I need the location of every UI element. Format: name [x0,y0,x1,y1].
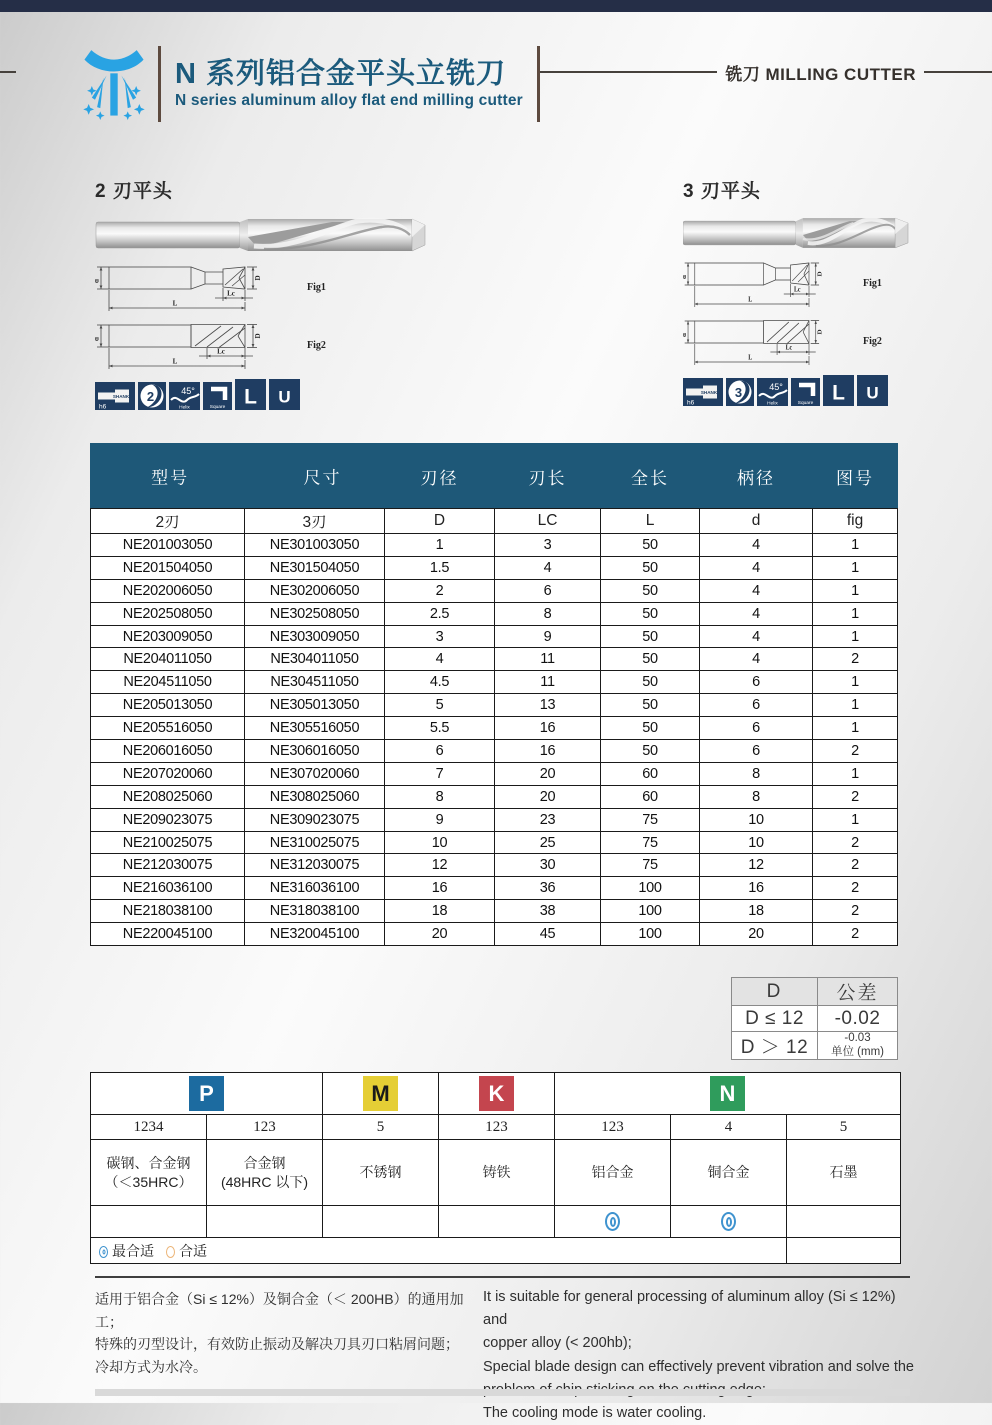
spec-cell: NE218038100 [91,900,245,923]
fig1-row [683,257,915,309]
material-name-cell: 合金钢 (48HRC 以下) [207,1140,323,1206]
spec-cell: 60 [601,785,700,808]
spec-cell: NE201504050 [91,556,245,579]
spec-cell: 8 [700,785,813,808]
helix-label: Helix [767,401,778,406]
endmill-drawing-fig1 [95,261,295,313]
spec-row [91,785,898,808]
spec-cell: 1 [813,556,898,579]
spec-cell: 6 [700,740,813,763]
spec-cell: 2 [813,648,898,671]
header-corner [540,62,992,82]
tolerance-col-label: 公差 [818,978,898,1006]
material-table [90,1072,901,1264]
spec-cell: NE205013050 [91,694,245,717]
spec-cell: 2 [813,854,898,877]
spec-cell: 7 [385,762,495,785]
spec-cell: 5.5 [385,717,495,740]
flute-count-icon [138,382,166,410]
helix-angle-badge [757,378,788,406]
spec-cell: 50 [601,740,700,763]
top-navy-bar [0,0,992,12]
material-rating-cell [439,1206,555,1238]
spec-cell: 75 [601,808,700,831]
spec-cell: NE303009050 [245,625,385,648]
page-title: N 系列铝合金平头立铣刀 [175,58,507,91]
spec-cell: 3 [385,625,495,648]
material-rating-cell [207,1206,323,1238]
material-rating-cell [323,1206,439,1238]
spec-row [91,579,898,602]
material-name-cell: 石墨 [787,1140,901,1206]
col-header-shank-dia: 柄径 [700,444,813,509]
spec-cell: 1 [813,579,898,602]
fig2-label: Fig2 [863,335,882,347]
spec-cell: NE304011050 [245,648,385,671]
material-name-cell: 不锈钢 [323,1140,439,1206]
tolerance-row [732,1006,898,1032]
tolerance-header-row [732,978,898,1006]
spec-cell: 25 [495,831,601,854]
footer-notes-zh: 适用于铝合金（Si ≤ 12%）及铜合金（＜ 200HB）的通用加工； 特殊的刃型设计，有效防止振动及解决刀具刃口粘屑问题； 冷却方式为水冷。 [95,1291,464,1376]
spec-row [91,923,898,946]
fit-legend-label: 合适 [179,1242,207,1259]
tolerance-value [818,1032,898,1060]
endmill-drawing-fig2 [683,315,851,367]
spec-cell: NE209023075 [91,808,245,831]
spec-cell: 75 [601,854,700,877]
spec-cell: NE202006050 [91,579,245,602]
square-end-badge [203,382,232,410]
legend-empty-cell [787,1238,901,1264]
subheader-L: L [601,509,700,534]
spec-cell: 20 [495,785,601,808]
spec-row [91,648,898,671]
spec-cell: 50 [601,625,700,648]
spec-row [91,717,898,740]
unit-note: 单位 (mm) [830,1045,884,1058]
shank-badge-label: SHANK [700,390,718,395]
endmill-photo-2flute [95,215,427,255]
endmill-photo-3flute [683,215,909,251]
spec-cell: NE306016050 [245,740,385,763]
iso-m-badge: M [363,1076,398,1111]
spec-row [91,740,898,763]
spec-cell: 9 [495,625,601,648]
spec-cell: 4 [700,602,813,625]
material-code-cell: 123 [439,1115,555,1140]
subheader-fig: fig [813,509,898,534]
spec-cell: 1 [813,808,898,831]
spec-row [91,762,898,785]
spec-row [91,831,898,854]
spec-cell: NE318038100 [245,900,385,923]
spec-cell: NE201003050 [91,534,245,557]
materials-row [91,1140,901,1206]
group-n-cell [555,1073,901,1115]
spec-cell: 1 [813,671,898,694]
spec-cell: 8 [700,762,813,785]
spec-cell: 6 [700,671,813,694]
footer-divider [95,1276,910,1278]
material-rating-cell [91,1206,207,1238]
fig1-row [95,261,440,313]
page-header [158,46,540,122]
spec-cell: 1 [813,762,898,785]
spec-cell: NE216036100 [91,877,245,900]
header-left-rule [0,71,16,73]
tolerance-value-text: -0.03 [844,1032,871,1045]
spec-cell: NE305013050 [245,694,385,717]
flute-count-label: 2 [146,389,155,404]
section-heading-2flute: 2 刃平头 [95,181,173,202]
legend-row [91,1238,901,1264]
section-3-flute [683,176,915,406]
spec-subheader-row [91,509,898,534]
spec-cell: 18 [385,900,495,923]
spec-cell: 1 [813,602,898,625]
shank-tolerance-label: h6 [687,399,695,406]
spec-cell: 4 [700,556,813,579]
spec-cell: 4 [700,534,813,557]
spec-cell: 12 [700,854,813,877]
fig2-row [683,315,915,367]
spec-cell: 4 [700,648,813,671]
spec-cell: 2.5 [385,602,495,625]
square-label: Square [209,405,226,410]
subheader-d: d [700,509,813,534]
spec-cell: 4.5 [385,671,495,694]
iso-k-badge: K [479,1076,514,1111]
fig1-label: Fig1 [307,281,326,293]
spec-cell: 10 [700,831,813,854]
model-header-label: 型号 [151,468,190,488]
rule-line [924,71,992,73]
spec-cell: 1.5 [385,556,495,579]
spec-cell: 60 [601,762,700,785]
spec-cell: 11 [495,648,601,671]
footer-notes-en: It is suitable for general processing of aluminum alloy (Si ≤ 12%) and copper alloy (< 200hb); Special blade design can effectively prevent vibration and solve the The cooling mode is water cooling. [483,1289,914,1421]
spec-row [91,625,898,648]
spec-cell: 8 [385,785,495,808]
spec-cell: 100 [601,923,700,946]
spec-cell: 10 [700,808,813,831]
u-glyph: U [866,383,879,403]
spec-cell: 2 [385,579,495,602]
spec-cell: 50 [601,579,700,602]
material-code-cell: 5 [323,1115,439,1140]
spec-cell: 50 [601,648,700,671]
feature-badges-3flute [683,375,915,406]
spec-cell: NE304511050 [245,671,385,694]
iso-n-badge: N [710,1076,745,1111]
spec-cell: 16 [495,740,601,763]
spec-cell: 50 [601,671,700,694]
spec-cell: 20 [385,923,495,946]
subheader-D: D [385,509,495,534]
u-series-icon [857,375,888,406]
material-code-cell: 4 [671,1115,787,1140]
best-fit-legend-label: 最合适 [112,1242,154,1259]
group-k-cell [439,1073,555,1115]
section-heading-3flute: 3 刃平头 [683,181,761,202]
legend-cell [91,1238,787,1264]
square-label: Square [797,401,814,406]
helix-label: Helix [179,405,190,410]
corner-label: 铣刀 MILLING CUTTER [725,64,916,84]
codes-row [91,1115,901,1140]
spec-cell: 8 [495,602,601,625]
spec-cell: 20 [700,923,813,946]
spec-cell: 20 [495,762,601,785]
spec-cell: 30 [495,854,601,877]
spec-cell: 13 [495,694,601,717]
material-name-cell: 铝合金 [555,1140,671,1206]
material-rating-cell [671,1206,787,1238]
col-header-total-len: 全长 [601,444,700,509]
spec-cell: NE203009050 [91,625,245,648]
spec-cell: 9 [385,808,495,831]
spec-cell: NE212030075 [91,854,245,877]
col-header-fig: 图号 [813,444,898,509]
page-subtitle: N series aluminum alloy flat end milling cutter [175,91,523,109]
spec-cell: NE301504050 [245,556,385,579]
spec-cell: NE305516050 [245,717,385,740]
spec-cell: NE204011050 [91,648,245,671]
spec-cell: NE210025075 [91,831,245,854]
spec-cell: NE204511050 [91,671,245,694]
l-series-icon [235,379,266,410]
spec-cell: 12 [385,854,495,877]
spec-cell: 6 [495,579,601,602]
spec-cell: NE301003050 [245,534,385,557]
l-series-icon [823,375,854,406]
spec-cell: 16 [700,877,813,900]
group-p-cell [91,1073,323,1115]
spec-header-row [91,444,898,509]
spec-cell: 2 [813,740,898,763]
best-fit-legend-icon [99,1246,108,1258]
spec-cell: 4 [495,556,601,579]
endmill-drawing-fig1 [683,257,851,309]
spec-cell: NE309023075 [245,808,385,831]
spec-cell: 1 [813,717,898,740]
helix-angle-label: 45° [769,382,783,392]
spec-cell: NE220045100 [91,923,245,946]
spec-cell: NE208025060 [91,785,245,808]
spec-cell: 50 [601,694,700,717]
material-name-cell: 铜合金 [671,1140,787,1206]
shank-badge [683,378,723,406]
spec-cell: 50 [601,717,700,740]
tolerance-condition: D ＞ 12 [732,1032,818,1060]
spec-cell: NE202508050 [91,602,245,625]
subheader-2flute: 2刃 [91,509,245,534]
tolerance-row [732,1032,898,1060]
group-m-cell [323,1073,439,1115]
fit-legend-icon [166,1246,175,1258]
spec-cell: 2 [813,877,898,900]
bottom-grey-bar [95,1389,910,1396]
spec-cell: 11 [495,671,601,694]
fig1-label: Fig1 [863,277,882,289]
company-logo [82,48,146,124]
flute-count-icon [726,378,754,406]
rule-line [540,71,717,73]
l-glyph: L [244,385,257,409]
spec-cell: NE205516050 [91,717,245,740]
spec-cell: NE308025060 [245,785,385,808]
subheader-3flute: 3刃 [245,509,385,534]
spec-cell: 1 [385,534,495,557]
spec-cell: 16 [385,877,495,900]
spec-cell: 38 [495,900,601,923]
fig2-label: Fig2 [307,339,326,351]
spec-row [91,854,898,877]
col-header-blade-len: 刃长 [495,444,601,509]
material-code-cell: 123 [555,1115,671,1140]
spec-cell: 10 [385,831,495,854]
u-glyph: U [278,387,291,407]
tolerance-value: -0.02 [818,1006,898,1032]
spec-row [91,602,898,625]
spec-cell: 50 [601,534,700,557]
fig2-row [95,319,440,371]
spec-cell: NE206016050 [91,740,245,763]
spec-cell: 2 [813,900,898,923]
spec-cell: 1 [813,625,898,648]
spec-cell: 50 [601,556,700,579]
spec-cell: 45 [495,923,601,946]
shank-tolerance-label: h6 [99,403,107,410]
col-header-blade-dia: 刃径 [385,444,495,509]
spec-cell: 16 [495,717,601,740]
helix-angle-label: 45° [181,386,195,396]
spec-cell: 50 [601,602,700,625]
spec-row [91,900,898,923]
spec-cell: 75 [601,831,700,854]
u-series-icon [269,379,300,410]
spec-row [91,534,898,557]
subheader-LC: LC [495,509,601,534]
spec-table-body [91,534,898,946]
model-size-header [91,444,385,509]
spec-row [91,671,898,694]
spec-cell: 1 [813,694,898,717]
spec-cell: 6 [700,717,813,740]
spec-cell: 4 [385,648,495,671]
spec-row [91,877,898,900]
helix-angle-badge [169,382,200,410]
spec-cell: 3 [495,534,601,557]
tolerance-condition: D ≤ 12 [732,1006,818,1032]
spec-cell: NE207020060 [91,762,245,785]
material-code-cell: 123 [207,1115,323,1140]
spec-cell: NE302006050 [245,579,385,602]
spec-cell: 100 [601,877,700,900]
spec-cell: NE312030075 [245,854,385,877]
l-glyph: L [832,381,845,405]
iso-group-row [91,1073,901,1115]
shank-badge [95,382,135,410]
ratings-row [91,1206,901,1238]
spec-row [91,694,898,717]
best-fit-icon [605,1212,620,1231]
spec-cell: 2 [813,831,898,854]
spec-cell: NE316036100 [245,877,385,900]
spec-cell: 18 [700,900,813,923]
spec-cell: 4 [700,579,813,602]
spec-cell: NE310025075 [245,831,385,854]
spec-cell: 6 [700,694,813,717]
shank-badge-label: SHANK [112,394,130,399]
spec-cell: 5 [385,694,495,717]
spec-cell: 2 [813,785,898,808]
endmill-drawing-fig2 [95,319,295,371]
flute-count-label: 3 [734,385,743,400]
spec-cell: 100 [601,900,700,923]
feature-badges-2flute [95,379,440,410]
material-name-cell: 铸铁 [439,1140,555,1206]
material-rating-cell [555,1206,671,1238]
tolerance-col-D: D [732,978,818,1006]
square-end-badge [791,378,820,406]
spec-cell: 36 [495,877,601,900]
spec-row [91,556,898,579]
spec-cell: 6 [385,740,495,763]
best-fit-icon [721,1212,736,1231]
spec-cell: 1 [813,534,898,557]
material-name-cell: 碳钢、合金钢 （＜35HRC） [91,1140,207,1206]
tolerance-table [731,977,898,1060]
spec-table [90,443,898,946]
material-rating-cell [787,1206,901,1238]
spec-row [91,808,898,831]
spec-cell: NE320045100 [245,923,385,946]
spec-cell: 23 [495,808,601,831]
material-code-cell: 1234 [91,1115,207,1140]
spec-cell: 2 [813,923,898,946]
material-code-cell: 5 [787,1115,901,1140]
spec-cell: NE307020060 [245,762,385,785]
spec-cell: NE302508050 [245,602,385,625]
section-2-flute [95,176,440,410]
spec-cell: 4 [700,625,813,648]
iso-p-badge: P [189,1076,224,1111]
size-header-label: 尺寸 [303,468,342,488]
